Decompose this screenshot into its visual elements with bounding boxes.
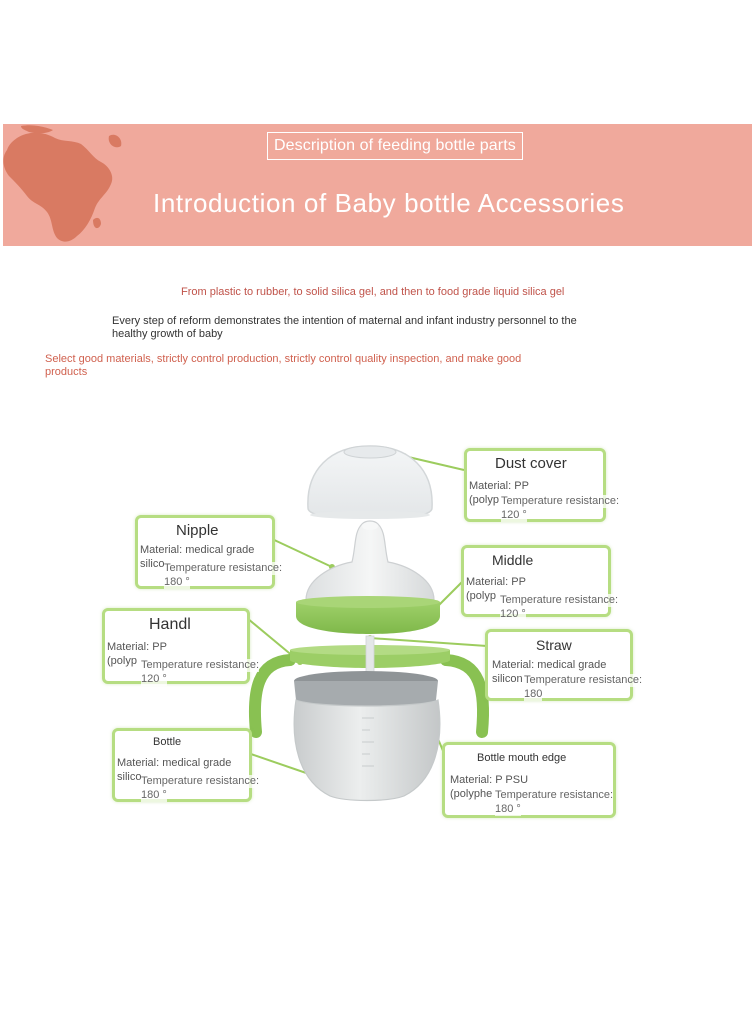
callout-temperature: Temperature resistance:	[501, 495, 619, 507]
callout-title: Dust cover	[495, 455, 567, 472]
callout-dust-cover	[464, 448, 619, 522]
callout-title: Middle	[492, 552, 534, 568]
callout-title: Bottle mouth edge	[477, 752, 567, 764]
callout-temperature-value: 120 °	[500, 608, 526, 620]
callout-temperature: Temperature resistance:	[141, 659, 259, 671]
callout-temperature-value: 180 °	[141, 789, 167, 801]
callout-material: Material: medical grade	[140, 544, 255, 556]
bottle-mouth-shape	[294, 671, 438, 710]
callout-handle	[102, 608, 259, 685]
callout-nipple	[135, 515, 282, 589]
callout-temperature-value: 180	[524, 688, 543, 700]
callout-title: Handl	[149, 616, 191, 633]
dust-cover-shape	[308, 446, 432, 519]
callout-bottle-mouth-edge	[442, 742, 616, 818]
nipple-shape	[306, 521, 434, 600]
callout-temperature: Temperature resistance:	[524, 674, 642, 686]
callout-material: Material: PP	[466, 576, 526, 588]
banner-subtitle: Description of feeding bottle parts	[267, 132, 523, 160]
callout-material: Material: medical grade	[117, 757, 232, 769]
callout-material: Material: PP	[469, 480, 529, 492]
intro-line-2: Every step of reform demonstrates the intention of maternal and infant industry personnel to the healthy growth of baby	[112, 315, 577, 340]
handle-shape	[255, 660, 483, 732]
callout-title: Bottle	[153, 736, 182, 748]
callout-temperature-value: 120 °	[141, 673, 167, 685]
callout-middle	[461, 545, 618, 620]
callout-temperature: Temperature resistance:	[164, 562, 282, 574]
callout-material-detail: (polyphe	[450, 788, 493, 800]
callout-temperature: Temperature resistance:	[141, 775, 259, 787]
callout-title: Straw	[536, 637, 572, 653]
callout-temperature: Temperature resistance:	[500, 594, 618, 606]
callout-temperature-value: 180 °	[495, 803, 521, 815]
callout-material-detail: silico	[117, 771, 142, 783]
bottle-body-shape	[294, 700, 440, 801]
callout-material: Material: PP	[107, 641, 167, 653]
callout-material-detail: (polyp	[466, 590, 496, 602]
intro-line-3: Select good materials, strictly control production, strictly control quality inspection, and make good products	[45, 353, 522, 378]
callout-straw	[485, 629, 642, 701]
banner-title: Introduction of Baby bottle Accessories	[153, 188, 625, 218]
callout-bottle	[112, 728, 259, 802]
callout-material: Material: P PSU	[450, 774, 529, 786]
header-banner	[3, 124, 752, 246]
intro-line-1: From plastic to rubber, to solid silica gel, and then to food grade liquid silica gel	[181, 286, 565, 298]
callout-temperature-value: 180 °	[164, 576, 190, 588]
callout-temperature-value: 120 °	[501, 509, 527, 521]
callout-material-detail: (polyp	[107, 655, 137, 667]
callout-temperature: Temperature resistance:	[495, 789, 613, 801]
callout-material-detail: silicon	[492, 673, 523, 685]
globe-icon	[0, 124, 129, 246]
middle-ring-shape	[296, 596, 440, 634]
callout-material: Material: medical grade	[492, 659, 607, 671]
callout-material-detail: (polyp	[469, 494, 499, 506]
callout-material-detail: silico	[140, 558, 165, 570]
callout-title: Nipple	[176, 522, 219, 539]
